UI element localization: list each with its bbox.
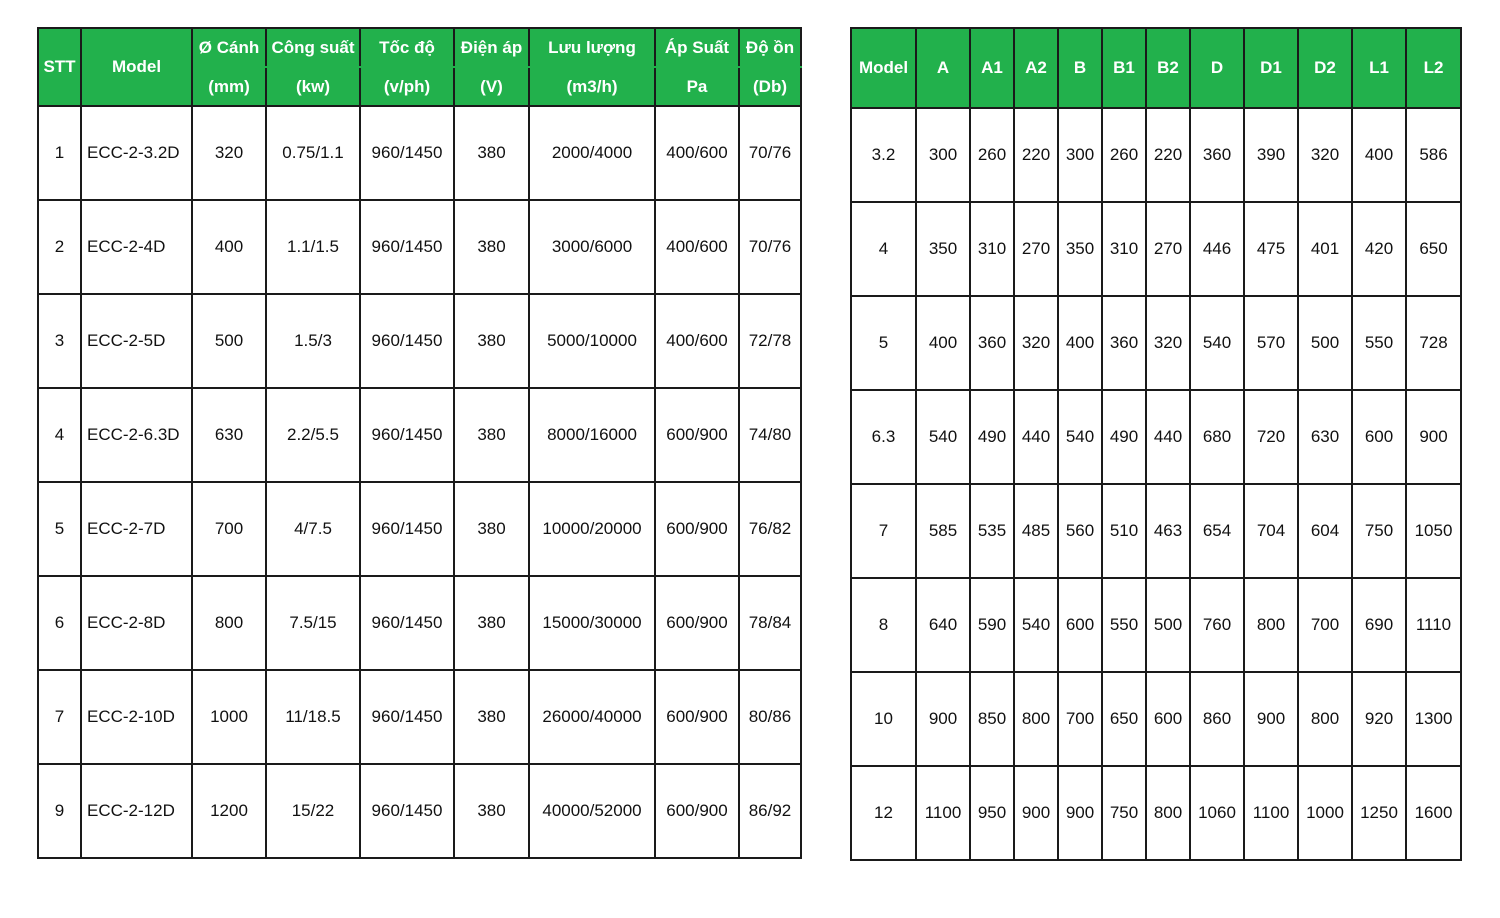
cell-power: 15/22 bbox=[266, 764, 360, 858]
cell-stt: 4 bbox=[38, 388, 81, 482]
dim-cell-value: 640 bbox=[916, 578, 970, 672]
dim-cell-value: 320 bbox=[1298, 108, 1352, 202]
table-row bbox=[38, 764, 801, 858]
cell-power: 4/7.5 bbox=[266, 482, 360, 576]
cell-stt: 7 bbox=[38, 670, 81, 764]
dim-header-col-5: B1 bbox=[1102, 28, 1146, 108]
dim-cell-model: 4 bbox=[851, 202, 916, 296]
dim-cell-value: 500 bbox=[1298, 296, 1352, 390]
cell-diameter: 400 bbox=[192, 200, 266, 294]
header-pressure: Áp Suất bbox=[655, 28, 739, 67]
cell-pressure: 600/900 bbox=[655, 482, 739, 576]
dim-cell-value: 1110 bbox=[1406, 578, 1461, 672]
dim-header-col-8: D1 bbox=[1244, 28, 1298, 108]
cell-diameter: 800 bbox=[192, 576, 266, 670]
dim-cell-value: 560 bbox=[1058, 484, 1102, 578]
unit-power: (kw) bbox=[266, 67, 360, 106]
table-row bbox=[38, 482, 801, 576]
dim-header-col-11: L2 bbox=[1406, 28, 1461, 108]
cell-model: ECC-2-12D bbox=[81, 764, 192, 858]
unit-voltage: (V) bbox=[454, 67, 529, 106]
dim-cell-value: 540 bbox=[916, 390, 970, 484]
dim-cell-value: 1050 bbox=[1406, 484, 1461, 578]
dim-header-col-1: A bbox=[916, 28, 970, 108]
dim-cell-value: 400 bbox=[1352, 108, 1406, 202]
dim-cell-value: 310 bbox=[1102, 202, 1146, 296]
cell-noise: 72/78 bbox=[739, 294, 801, 388]
dim-cell-value: 440 bbox=[1014, 390, 1058, 484]
cell-model: ECC-2-6.3D bbox=[81, 388, 192, 482]
header-airflow: Lưu lượng bbox=[529, 28, 655, 67]
header-noise: Độ ồn bbox=[739, 28, 801, 67]
cell-diameter: 500 bbox=[192, 294, 266, 388]
cell-pressure: 600/900 bbox=[655, 576, 739, 670]
cell-speed: 960/1450 bbox=[360, 294, 454, 388]
dim-cell-value: 900 bbox=[1058, 766, 1102, 860]
dim-cell-value: 540 bbox=[1190, 296, 1244, 390]
cell-pressure: 600/900 bbox=[655, 764, 739, 858]
cell-stt: 6 bbox=[38, 576, 81, 670]
dim-cell-value: 800 bbox=[1014, 672, 1058, 766]
dim-cell-value: 720 bbox=[1244, 390, 1298, 484]
table-row bbox=[38, 576, 801, 670]
cell-noise: 80/86 bbox=[739, 670, 801, 764]
dim-cell-value: 1000 bbox=[1298, 766, 1352, 860]
dim-cell-value: 800 bbox=[1146, 766, 1190, 860]
dim-cell-value: 401 bbox=[1298, 202, 1352, 296]
cell-airflow: 5000/10000 bbox=[529, 294, 655, 388]
dim-cell-model: 5 bbox=[851, 296, 916, 390]
dim-header-col-10: L1 bbox=[1352, 28, 1406, 108]
dim-cell-value: 1060 bbox=[1190, 766, 1244, 860]
table-row bbox=[851, 202, 1461, 296]
cell-stt: 2 bbox=[38, 200, 81, 294]
dim-cell-value: 900 bbox=[916, 672, 970, 766]
cell-airflow: 3000/6000 bbox=[529, 200, 655, 294]
dim-cell-value: 950 bbox=[970, 766, 1014, 860]
dim-cell-value: 440 bbox=[1146, 390, 1190, 484]
dim-cell-value: 690 bbox=[1352, 578, 1406, 672]
cell-voltage: 380 bbox=[454, 294, 529, 388]
dim-cell-value: 485 bbox=[1014, 484, 1058, 578]
header-voltage: Điện áp bbox=[454, 28, 529, 67]
dim-cell-value: 360 bbox=[1190, 108, 1244, 202]
dim-cell-value: 300 bbox=[916, 108, 970, 202]
cell-voltage: 380 bbox=[454, 200, 529, 294]
header-model: Model bbox=[81, 28, 192, 106]
cell-speed: 960/1450 bbox=[360, 106, 454, 200]
fan-spec-table bbox=[37, 27, 802, 859]
dim-cell-value: 570 bbox=[1244, 296, 1298, 390]
dim-cell-value: 550 bbox=[1102, 578, 1146, 672]
table-row bbox=[851, 672, 1461, 766]
table-row bbox=[38, 106, 801, 200]
header-stt: STT bbox=[38, 28, 81, 106]
dim-header-col-7: D bbox=[1190, 28, 1244, 108]
dim-cell-value: 630 bbox=[1298, 390, 1352, 484]
table-row bbox=[851, 766, 1461, 860]
unit-speed: (v/ph) bbox=[360, 67, 454, 106]
dim-header-col-9: D2 bbox=[1298, 28, 1352, 108]
dim-cell-value: 360 bbox=[1102, 296, 1146, 390]
dim-cell-value: 728 bbox=[1406, 296, 1461, 390]
dim-header-col-3: A2 bbox=[1014, 28, 1058, 108]
dim-cell-value: 446 bbox=[1190, 202, 1244, 296]
cell-power: 11/18.5 bbox=[266, 670, 360, 764]
dim-cell-value: 420 bbox=[1352, 202, 1406, 296]
cell-power: 7.5/15 bbox=[266, 576, 360, 670]
cell-noise: 78/84 bbox=[739, 576, 801, 670]
cell-model: ECC-2-3.2D bbox=[81, 106, 192, 200]
dim-cell-value: 510 bbox=[1102, 484, 1146, 578]
dim-cell-value: 750 bbox=[1352, 484, 1406, 578]
cell-speed: 960/1450 bbox=[360, 764, 454, 858]
dim-cell-value: 300 bbox=[1058, 108, 1102, 202]
cell-voltage: 380 bbox=[454, 576, 529, 670]
dim-cell-value: 490 bbox=[970, 390, 1014, 484]
cell-noise: 74/80 bbox=[739, 388, 801, 482]
dim-cell-value: 220 bbox=[1014, 108, 1058, 202]
dim-cell-value: 590 bbox=[970, 578, 1014, 672]
cell-speed: 960/1450 bbox=[360, 388, 454, 482]
cell-voltage: 380 bbox=[454, 388, 529, 482]
dim-cell-value: 320 bbox=[1146, 296, 1190, 390]
cell-airflow: 26000/40000 bbox=[529, 670, 655, 764]
dim-cell-value: 260 bbox=[1102, 108, 1146, 202]
dim-cell-model: 7 bbox=[851, 484, 916, 578]
unit-airflow: (m3/h) bbox=[529, 67, 655, 106]
table-row bbox=[851, 296, 1461, 390]
dim-cell-model: 8 bbox=[851, 578, 916, 672]
cell-noise: 86/92 bbox=[739, 764, 801, 858]
dim-cell-value: 704 bbox=[1244, 484, 1298, 578]
cell-voltage: 380 bbox=[454, 764, 529, 858]
dim-cell-value: 700 bbox=[1298, 578, 1352, 672]
cell-pressure: 400/600 bbox=[655, 106, 739, 200]
dim-cell-value: 900 bbox=[1244, 672, 1298, 766]
header-speed: Tốc độ bbox=[360, 28, 454, 67]
cell-model: ECC-2-8D bbox=[81, 576, 192, 670]
dim-cell-value: 400 bbox=[1058, 296, 1102, 390]
cell-stt: 3 bbox=[38, 294, 81, 388]
dim-cell-value: 760 bbox=[1190, 578, 1244, 672]
cell-stt: 5 bbox=[38, 482, 81, 576]
dim-cell-value: 650 bbox=[1102, 672, 1146, 766]
dim-cell-value: 320 bbox=[1014, 296, 1058, 390]
dim-cell-value: 550 bbox=[1352, 296, 1406, 390]
table-row bbox=[38, 670, 801, 764]
cell-stt: 9 bbox=[38, 764, 81, 858]
dim-cell-value: 350 bbox=[1058, 202, 1102, 296]
dim-cell-value: 1300 bbox=[1406, 672, 1461, 766]
dim-header-col-4: B bbox=[1058, 28, 1102, 108]
cell-voltage: 380 bbox=[454, 670, 529, 764]
header-power: Công suất bbox=[266, 28, 360, 67]
dim-cell-model: 10 bbox=[851, 672, 916, 766]
dim-cell-value: 1600 bbox=[1406, 766, 1461, 860]
dim-cell-value: 860 bbox=[1190, 672, 1244, 766]
dim-header-model: Model bbox=[851, 28, 916, 108]
cell-diameter: 320 bbox=[192, 106, 266, 200]
dim-cell-value: 900 bbox=[1014, 766, 1058, 860]
cell-diameter: 1200 bbox=[192, 764, 266, 858]
dim-cell-value: 1250 bbox=[1352, 766, 1406, 860]
dim-cell-value: 654 bbox=[1190, 484, 1244, 578]
cell-pressure: 600/900 bbox=[655, 388, 739, 482]
dim-cell-value: 475 bbox=[1244, 202, 1298, 296]
cell-airflow: 8000/16000 bbox=[529, 388, 655, 482]
dim-cell-value: 310 bbox=[970, 202, 1014, 296]
dim-cell-value: 600 bbox=[1058, 578, 1102, 672]
dim-cell-value: 350 bbox=[916, 202, 970, 296]
cell-voltage: 380 bbox=[454, 482, 529, 576]
dim-cell-value: 800 bbox=[1244, 578, 1298, 672]
dim-cell-value: 360 bbox=[970, 296, 1014, 390]
dim-cell-value: 540 bbox=[1014, 578, 1058, 672]
cell-power: 1.5/3 bbox=[266, 294, 360, 388]
cell-airflow: 2000/4000 bbox=[529, 106, 655, 200]
cell-pressure: 400/600 bbox=[655, 200, 739, 294]
cell-noise: 70/76 bbox=[739, 200, 801, 294]
cell-model: ECC-2-4D bbox=[81, 200, 192, 294]
table-row bbox=[38, 294, 801, 388]
dim-cell-value: 463 bbox=[1146, 484, 1190, 578]
dim-cell-value: 604 bbox=[1298, 484, 1352, 578]
cell-speed: 960/1450 bbox=[360, 200, 454, 294]
cell-power: 0.75/1.1 bbox=[266, 106, 360, 200]
dim-cell-value: 500 bbox=[1146, 578, 1190, 672]
table-row bbox=[851, 484, 1461, 578]
dim-cell-value: 680 bbox=[1190, 390, 1244, 484]
dim-cell-value: 270 bbox=[1014, 202, 1058, 296]
cell-diameter: 1000 bbox=[192, 670, 266, 764]
dim-cell-value: 600 bbox=[1352, 390, 1406, 484]
dim-cell-model: 6.3 bbox=[851, 390, 916, 484]
unit-diameter: (mm) bbox=[192, 67, 266, 106]
dim-cell-value: 535 bbox=[970, 484, 1014, 578]
dim-cell-model: 12 bbox=[851, 766, 916, 860]
dim-cell-value: 270 bbox=[1146, 202, 1190, 296]
cell-speed: 960/1450 bbox=[360, 670, 454, 764]
cell-pressure: 400/600 bbox=[655, 294, 739, 388]
cell-power: 2.2/5.5 bbox=[266, 388, 360, 482]
dim-cell-value: 850 bbox=[970, 672, 1014, 766]
cell-noise: 76/82 bbox=[739, 482, 801, 576]
dim-cell-value: 400 bbox=[916, 296, 970, 390]
cell-diameter: 630 bbox=[192, 388, 266, 482]
cell-speed: 960/1450 bbox=[360, 482, 454, 576]
dim-cell-value: 585 bbox=[916, 484, 970, 578]
dim-cell-model: 3.2 bbox=[851, 108, 916, 202]
cell-stt: 1 bbox=[38, 106, 81, 200]
dim-cell-value: 1100 bbox=[1244, 766, 1298, 860]
dim-cell-value: 600 bbox=[1146, 672, 1190, 766]
cell-voltage: 380 bbox=[454, 106, 529, 200]
cell-model: ECC-2-10D bbox=[81, 670, 192, 764]
dim-cell-value: 650 bbox=[1406, 202, 1461, 296]
table-row bbox=[851, 578, 1461, 672]
dim-cell-value: 586 bbox=[1406, 108, 1461, 202]
dim-cell-value: 900 bbox=[1406, 390, 1461, 484]
table-row bbox=[851, 108, 1461, 202]
cell-power: 1.1/1.5 bbox=[266, 200, 360, 294]
dim-cell-value: 540 bbox=[1058, 390, 1102, 484]
unit-noise: (Db) bbox=[739, 67, 801, 106]
dim-header-col-2: A1 bbox=[970, 28, 1014, 108]
cell-airflow: 40000/52000 bbox=[529, 764, 655, 858]
dim-cell-value: 700 bbox=[1058, 672, 1102, 766]
cell-airflow: 15000/30000 bbox=[529, 576, 655, 670]
cell-noise: 70/76 bbox=[739, 106, 801, 200]
table-row bbox=[851, 390, 1461, 484]
table-row bbox=[38, 200, 801, 294]
cell-model: ECC-2-7D bbox=[81, 482, 192, 576]
header-diameter: Ø Cánh bbox=[192, 28, 266, 67]
unit-pressure: Pa bbox=[655, 67, 739, 106]
dim-cell-value: 750 bbox=[1102, 766, 1146, 860]
cell-airflow: 10000/20000 bbox=[529, 482, 655, 576]
cell-model: ECC-2-5D bbox=[81, 294, 192, 388]
cell-diameter: 700 bbox=[192, 482, 266, 576]
dim-cell-value: 920 bbox=[1352, 672, 1406, 766]
dim-cell-value: 800 bbox=[1298, 672, 1352, 766]
cell-pressure: 600/900 bbox=[655, 670, 739, 764]
dimension-table bbox=[850, 27, 1462, 861]
table-row bbox=[38, 388, 801, 482]
cell-speed: 960/1450 bbox=[360, 576, 454, 670]
dim-cell-value: 260 bbox=[970, 108, 1014, 202]
dim-cell-value: 220 bbox=[1146, 108, 1190, 202]
dim-cell-value: 1100 bbox=[916, 766, 970, 860]
dim-cell-value: 490 bbox=[1102, 390, 1146, 484]
dim-cell-value: 390 bbox=[1244, 108, 1298, 202]
dim-header-col-6: B2 bbox=[1146, 28, 1190, 108]
